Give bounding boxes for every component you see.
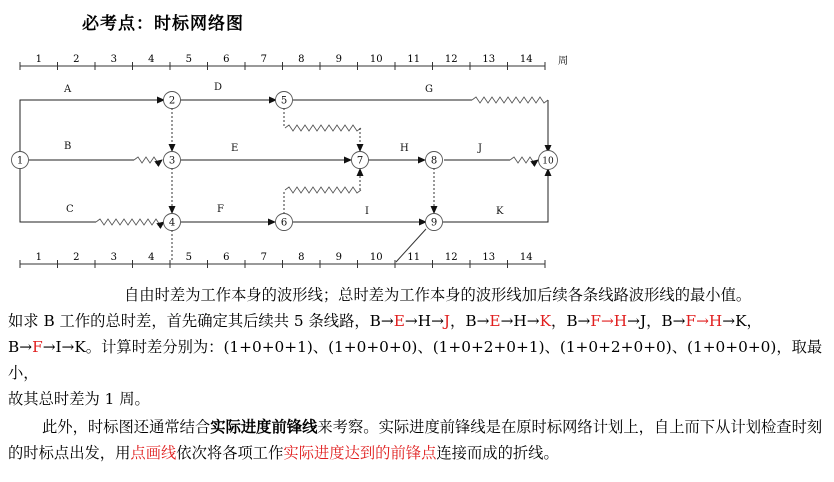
wave-J — [510, 157, 538, 163]
scale-label-2: 2 — [73, 54, 80, 65]
wave-dummy-6-7 — [285, 187, 361, 193]
path-2: B→E→H→K — [465, 312, 551, 330]
svg-text:6: 6 — [280, 217, 288, 229]
scale-label-8: 8 — [298, 54, 305, 65]
bold-term: 实际进度前锋线 — [210, 418, 318, 436]
activity-label-A: A — [64, 84, 72, 95]
page-title: 必考点：时标网络图 — [82, 14, 244, 34]
scale-label-9: 9 — [335, 252, 342, 263]
node-4 — [164, 214, 181, 231]
svg-text:1: 1 — [16, 155, 24, 167]
scale-label-2: 2 — [73, 252, 80, 263]
activity-label-E: E — [231, 143, 239, 154]
scale-label-4: 4 — [148, 54, 155, 65]
scale-label-7: 7 — [260, 54, 267, 65]
node-5 — [276, 92, 293, 109]
path-5: B→F→I→K — [8, 338, 86, 356]
red-term-frontpoint: 实际进度达到的前锋点 — [283, 444, 437, 462]
node-3 — [164, 152, 181, 169]
activity-label-I: I — [365, 206, 369, 217]
scale-label-13: 13 — [482, 252, 496, 263]
wave-C — [96, 219, 164, 225]
svg-text:2: 2 — [168, 95, 176, 107]
wave-G — [472, 97, 548, 103]
node-6 — [276, 214, 293, 231]
path-1: B→E→H→J — [369, 312, 451, 330]
svg-text:5: 5 — [280, 95, 288, 107]
wave-dummy-5-7 — [285, 125, 361, 131]
node-8 — [426, 152, 443, 169]
activity-label-F: F — [217, 204, 224, 215]
scale-label-11: 11 — [407, 252, 421, 263]
paragraph-frontline: 此外，时标图还通常结合实际进度前锋线来考察。实际进度前锋线是在原时标网络计划上，自上而下从计划检查时刻的时标点出发，用点画线依次将各项工作实际进度达到的前锋点连接而成的折线。 — [8, 418, 823, 462]
svg-text:9: 9 — [430, 217, 438, 229]
scale-label-1: 1 — [35, 54, 42, 65]
p1-line4: 故其总时差为 1 周。 — [8, 390, 150, 408]
scale-label-14: 14 — [519, 252, 533, 263]
scale-label-12: 12 — [444, 54, 458, 65]
activity-label-J: J — [478, 143, 483, 154]
activity-label-C: C — [66, 204, 74, 215]
scale-label-11: 11 — [407, 54, 421, 65]
svg-text:3: 3 — [168, 155, 176, 167]
scale-label-5: 5 — [185, 252, 192, 263]
scale-label-1: 1 — [35, 252, 42, 263]
scale-label-12: 12 — [444, 252, 458, 263]
node-2 — [164, 92, 181, 109]
path-3: B→F→H→J — [566, 312, 647, 330]
scale-label-13: 13 — [482, 54, 496, 65]
svg-text:8: 8 — [430, 155, 438, 167]
scale-label-4: 4 — [148, 252, 155, 263]
activity-label-G: G — [425, 84, 433, 95]
scale-label-3: 3 — [110, 252, 117, 263]
top-scale-labels — [36, 54, 533, 65]
svg-text:7: 7 — [356, 155, 364, 167]
activity-label-D: D — [214, 82, 223, 93]
scale-label-10: 10 — [369, 54, 383, 65]
arrow-C-solid — [20, 168, 96, 222]
svg-text:10: 10 — [542, 156, 554, 167]
node-10 — [539, 151, 558, 170]
red-term-dotline: 点画线 — [130, 444, 177, 462]
bottom-scale-labels — [36, 252, 533, 263]
bottom-time-scale — [20, 252, 545, 268]
node-7 — [352, 152, 369, 169]
activity-label-H: H — [400, 143, 409, 154]
scale-label-8: 8 — [298, 252, 305, 263]
scale-label-6: 6 — [223, 252, 230, 263]
scale-label-9: 9 — [335, 54, 342, 65]
node-9 — [426, 214, 443, 231]
top-time-scale — [20, 54, 568, 70]
scale-label-6: 6 — [223, 54, 230, 65]
p1-line3: 。计算时差分别为：(1+0+0+1)、(1+0+0+0)、(1+0+2+0+1)、(1+0+2+0+0)、(1+0+0+0)，取最小， — [8, 338, 823, 382]
activity-label-K: K — [496, 206, 504, 217]
scale-label-5: 5 — [185, 54, 192, 65]
scale-label-7: 7 — [260, 252, 267, 263]
path-4: B→F→H→K — [661, 312, 747, 330]
paragraph-float-explanation: 自由时差为工作本身的波形线；总时差为工作本身的波形线加后续各条线路波形线的最小值。 如求 B 工作的总时差，首先确定其后续共 5 条线路，B→E→H→J，B→E→H→K，B→F→H→J，B→F→H→K， B→F→I→K。计算时差分别为：(1+0+0+1)、(1+0+0+0)、(1+0+2+0+1)、(1+0+2+0+0)、(1+0+0+0)，取最小， 故其总时差为 1 周。 — [8, 286, 823, 408]
p1-line1: 自由时差为工作本身的波形线；总时差为工作本身的波形线加后续各条线路波形线的最小值。 — [124, 286, 752, 304]
wave-B — [134, 157, 162, 163]
p1-line2-prefix: 如求 B 工作的总时差，首先确定其后续共 5 条线路， — [8, 312, 370, 330]
scale-label-14: 14 — [519, 54, 533, 65]
activity-label-B: B — [64, 141, 72, 152]
arrow-A — [20, 100, 164, 152]
scale-label-10: 10 — [369, 252, 383, 263]
scale-unit-label: 周 — [558, 56, 568, 67]
svg-text:4: 4 — [168, 217, 176, 229]
scale-label-3: 3 — [110, 54, 117, 65]
node-1 — [12, 152, 29, 169]
